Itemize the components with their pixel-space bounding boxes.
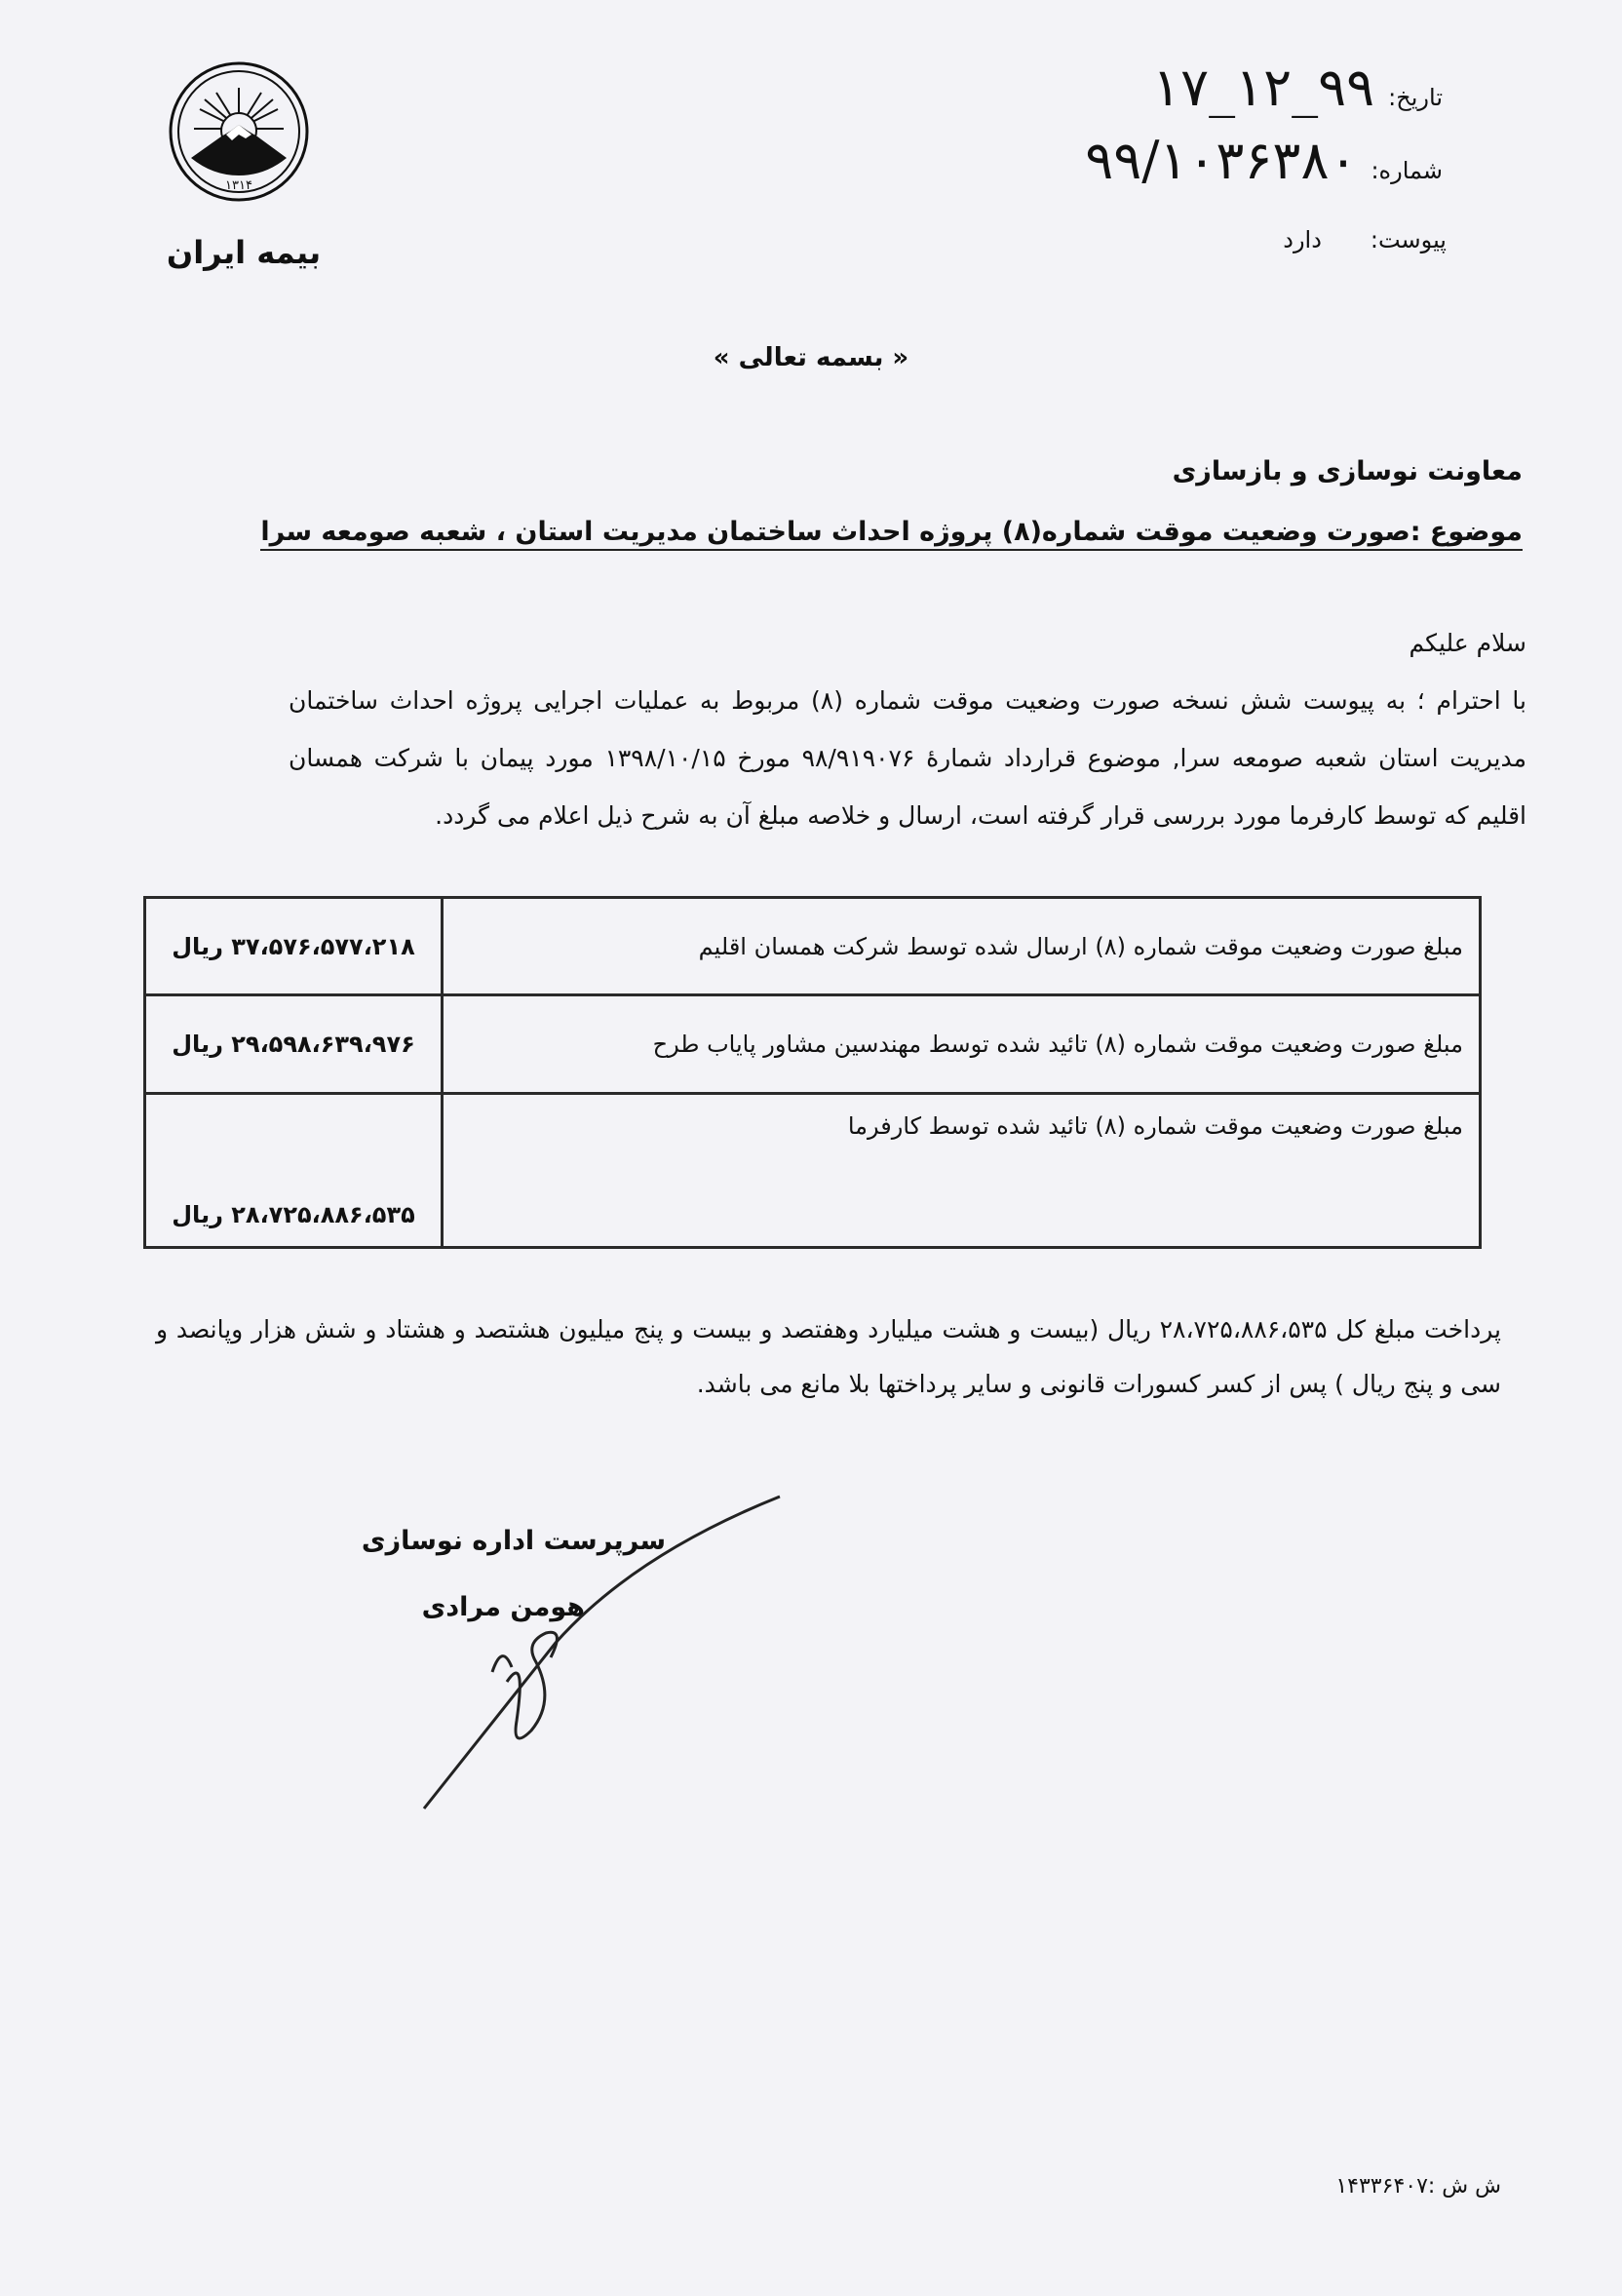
bismillah: « بسمه تعالی » bbox=[713, 343, 909, 372]
signatory-title: سرپرست اداره نوسازی bbox=[361, 1526, 666, 1556]
amounts-table bbox=[143, 896, 1482, 1249]
attachment-value: دارد bbox=[1283, 226, 1322, 253]
row-description: مبلغ صورت وضعیت موقت شماره (۸) تائید شده توسط کارفرما bbox=[443, 1093, 1481, 1248]
row-description: مبلغ صورت وضعیت موقت شماره (۸) ارسال شده توسط شرکت همسان اقلیم bbox=[443, 898, 1481, 995]
footer-reference: ش ش :۱۴۳۳۶۴۰۷ bbox=[1335, 2174, 1501, 2199]
table-row bbox=[145, 995, 1481, 1093]
signatory-name: هومن مرادی bbox=[421, 1592, 585, 1622]
recipient: معاونت نوسازی و بازسازی bbox=[1172, 456, 1523, 486]
brand-name: بیمه ایران bbox=[166, 234, 322, 271]
row-amount: ۳۷،۵۷۶،۵۷۷،۲۱۸ ریال bbox=[145, 898, 443, 995]
row-amount: ۲۹،۵۹۸،۶۳۹،۹۷۶ ریال bbox=[145, 995, 443, 1093]
subject: موضوع :صورت وضعیت موقت شماره(۸) پروژه احداث ساختمان مدیریت استان ، شعبه صومعه سرا bbox=[260, 517, 1523, 551]
number-value: ۹۹/۱۰۳۶۳۸۰ bbox=[1085, 130, 1358, 191]
attachment-field bbox=[1283, 226, 1447, 253]
signature-mark bbox=[409, 1487, 799, 1818]
svg-text:۱۳۱۴: ۱۳۱۴ bbox=[225, 178, 252, 193]
greeting: سلام علیکم bbox=[1409, 629, 1526, 657]
date-field bbox=[1152, 57, 1443, 118]
bimeh-iran-logo bbox=[168, 60, 310, 203]
table-row bbox=[145, 898, 1481, 995]
number-field bbox=[1085, 130, 1443, 191]
number-label: شماره: bbox=[1371, 157, 1443, 184]
date-label: تاریخ: bbox=[1388, 84, 1443, 111]
row-description: مبلغ صورت وضعیت موقت شماره (۸) تائید شده توسط مهندسین مشاور پایاب طرح bbox=[443, 995, 1481, 1093]
body-paragraph: با احترام ؛ به پیوست شش نسخه صورت وضعیت موقت شماره (۸) مربوط به عملیات اجرایی پروژه احداث ساختمان مدیریت استان شعبه صومعه سرا, موضوع قرارداد شمارهٔ ۹۸/۹۱۹۰۷۶ مورخ ۱۳۹۸/۱۰/۱۵ مورد پیمان با شرکت همسان اقلیم که توسط کارفرما مورد بررسی قرار گرفته است، ارسال و خلاصه مبلغ آن به شرح ذیل اعلام می گردد. bbox=[289, 686, 1526, 830]
attachment-label: پیوست: bbox=[1370, 226, 1447, 253]
date-value: ۹۹_۱۲_۱۷ bbox=[1152, 57, 1375, 118]
payment-paragraph: پرداخت مبلغ کل ۲۸،۷۲۵،۸۸۶،۵۳۵ ریال (بیست و هشت میلیارد وهفتصد و بیست و پنج میلیون هشتصد و هشتاد و شش هزار وپانصد و سی و پنج ریال ) پس از کسر کسورات قانونی و سایر پرداختها بلا مانع می باشد. bbox=[156, 1315, 1502, 1398]
table-row bbox=[145, 1093, 1481, 1248]
row-amount: ۲۸،۷۲۵،۸۸۶،۵۳۵ ریال bbox=[145, 1093, 443, 1248]
